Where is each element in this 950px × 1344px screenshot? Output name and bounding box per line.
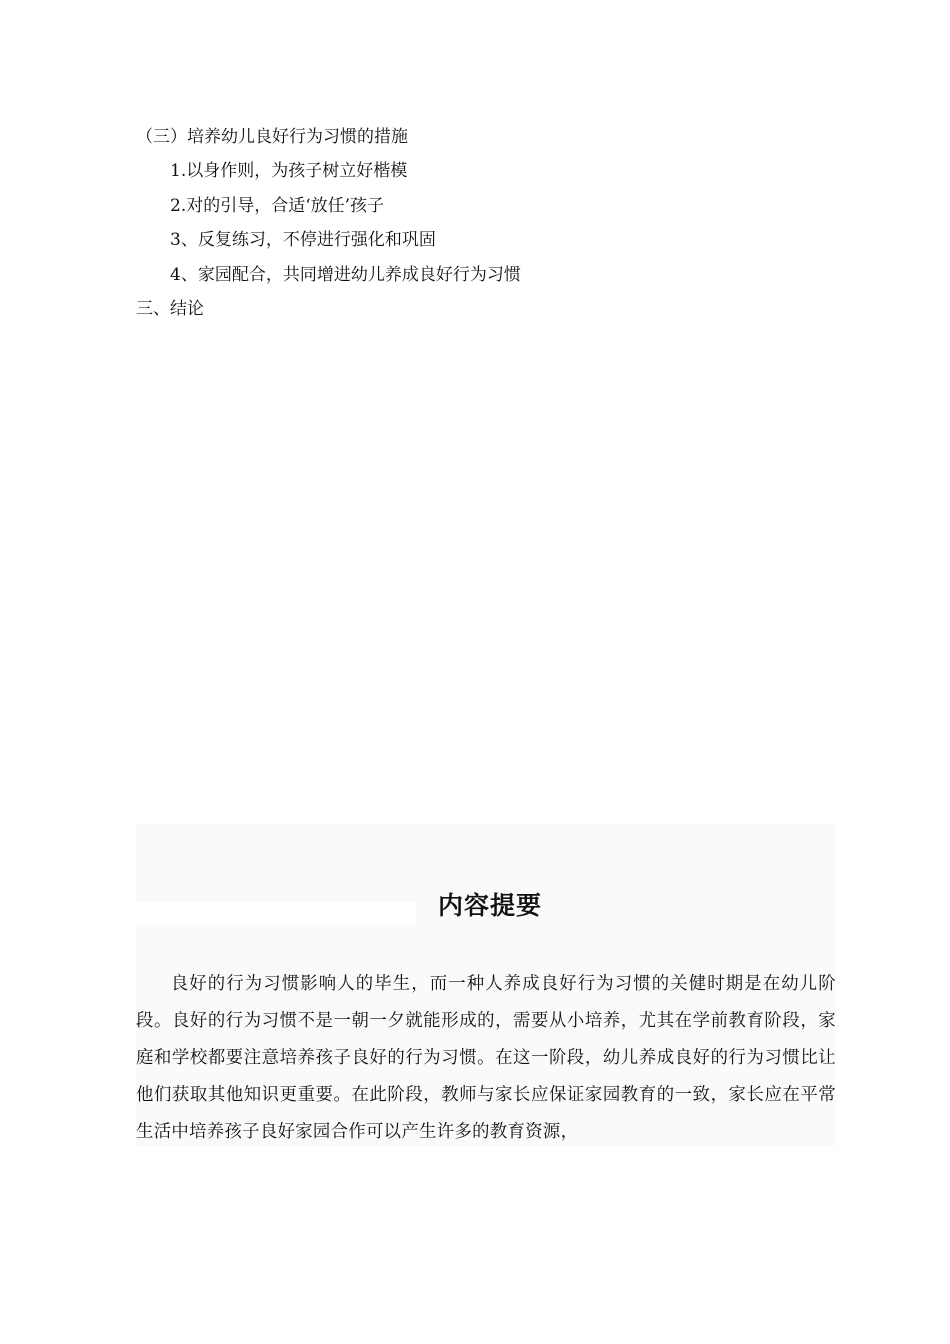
summary-paragraph: 良好的行为习惯影响人的毕生，而一种人养成良好行为习惯的关健时期是在幼儿阶段。良好的行为习惯不是一朝一夕就能形成的，需要从小培养，尤其在学前教育阶段，家庭和学校都要注意培养孩子良好的行为习惯。在这一阶段，幼儿养成良好的行为习惯比让他们获取其他知识更重要。在此阶段，教师与家长应保证家园教育的一致，家长应在平常生活中培养孩子良好家园合作可以产生许多的教育资源， [136,974,836,1142]
outline-item-2: 2.对的引导，合适‘放任’孩子 [170,196,385,216]
outline-item-3: 3、反复练习，不停进行强化和巩固 [170,230,436,250]
outline-heading-measures: （三）培养幼儿良好行为习惯的措施 [136,127,408,147]
summary-title: 内容提要 [437,891,542,920]
outline-item-1: 1.以身作则，为孩子树立好楷模 [170,161,408,181]
outline-heading-conclusion: 三、结论 [136,299,204,319]
outline-item-4: 4、家园配合，共同增进幼儿养成良好行为习惯 [170,265,521,285]
